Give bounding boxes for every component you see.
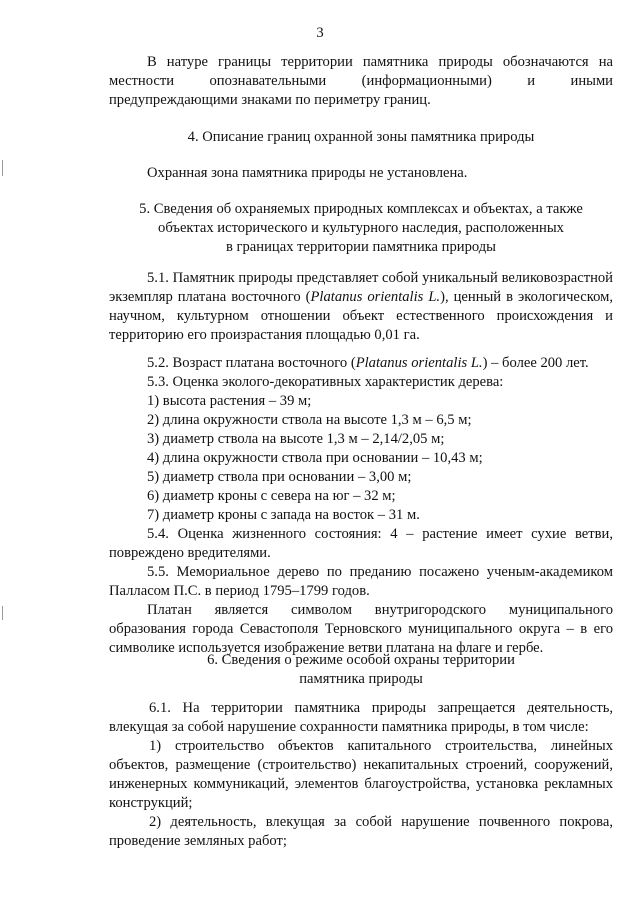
paragraph-5-1 [109, 269, 613, 345]
paragraph-plane-tree-symbol: Платан является символом внутригородского муниципального образования города Севастополя Терновского муниципального округа – в его символике используется изображение ветви платана на флаге и гербе. [109, 602, 613, 656]
section-5-heading-line: 5. Сведения об охраняемых природных комплексах и объектах, а также [139, 201, 583, 217]
list-item: 7) диаметр кроны с запада на восток – 31 м. [147, 507, 420, 523]
text-run: ) – более 200 лет. [482, 355, 589, 371]
scan-edge-mark [2, 160, 3, 176]
list-item: 3) диаметр ствола на высоте 1,3 м – 2,14/2,05 м; [147, 431, 445, 447]
list-item: 4) длина окружности ствола при основании – 10,43 м; [147, 450, 483, 466]
section-5-heading-line: объектах исторического и культурного наследия, расположенных [158, 220, 564, 236]
paragraph-6-1: 6.1. На территории памятника природы запрещается деятельность, влекущая за собой нарушение сохранности памятника природы, в том числе: [109, 700, 613, 735]
text-run: 5.1. Памятник природы представляет собой уникальный великовозрастной экземпляр платана восточного ( [109, 270, 613, 305]
text-run: ), ценный в экологическом, научном, культурном отношении объект естественного происхождения и территорию его произрастания площадью 0,01 га. [109, 289, 613, 343]
characteristics-block [109, 354, 613, 658]
latin-name: Platanus orientalis L. [355, 355, 483, 371]
paragraph-5-2 [109, 354, 613, 373]
list-item: 2) длина окружности ствола на высоте 1,3 м – 6,5 м; [147, 412, 472, 428]
section-5-heading [109, 200, 613, 257]
prohibition-item: 1) строительство объектов капитального строительства, линейных объектов, размещение (строительство) некапитальных строений, сооружений, инженерных коммуникаций, элементов благоустройства, установка рекламных конструкций; [109, 738, 613, 811]
page-number: 3 [316, 25, 324, 41]
scan-edge-mark [2, 606, 3, 620]
latin-name: Platanus orientalis L. [310, 289, 441, 305]
paragraph-no-buffer-zone: Охранная зона памятника природы не установлена. [147, 165, 468, 181]
prohibitions-block [109, 699, 613, 851]
text-run: 5.2. Возраст платана восточного ( [147, 355, 356, 371]
paragraph-5-4: 5.4. Оценка жизненного состояния: 4 – растение имеет сухие ветви, повреждено вредителями. [109, 526, 613, 561]
section-5-heading-line: в границах территории памятника природы [225, 239, 496, 255]
paragraph-5-5: 5.5. Мемориальное дерево по преданию посажено ученым-академиком Палласом П.С. в период 1795–1799 годов. [109, 564, 613, 599]
section-6-heading-line: памятника природы [299, 671, 423, 687]
section-6-heading-line: 6. Сведения о режиме особой охраны территории [207, 652, 515, 668]
section-4-heading: 4. Описание границ охранной зоны памятника природы [187, 129, 535, 145]
section-6-heading [109, 651, 613, 689]
list-item: 6) диаметр кроны с севера на юг – 32 м; [147, 488, 396, 504]
list-item: 1) высота растения – 39 м; [147, 393, 312, 409]
prohibition-item: 2) деятельность, влекущая за собой нарушение почвенного покрова, проведение земляных работ; [109, 814, 613, 849]
list-item: 5) диаметр ствола при основании – 3,00 м; [147, 469, 412, 485]
paragraph-5-3: 5.3. Оценка эколого-декоративных характеристик дерева: [147, 374, 504, 390]
paragraph-boundary-signs: В натуре границы территории памятника природы обозначаются на местности опознавательными (информационными) и иными предупреждающими знаками по периметру границ. [109, 54, 613, 108]
